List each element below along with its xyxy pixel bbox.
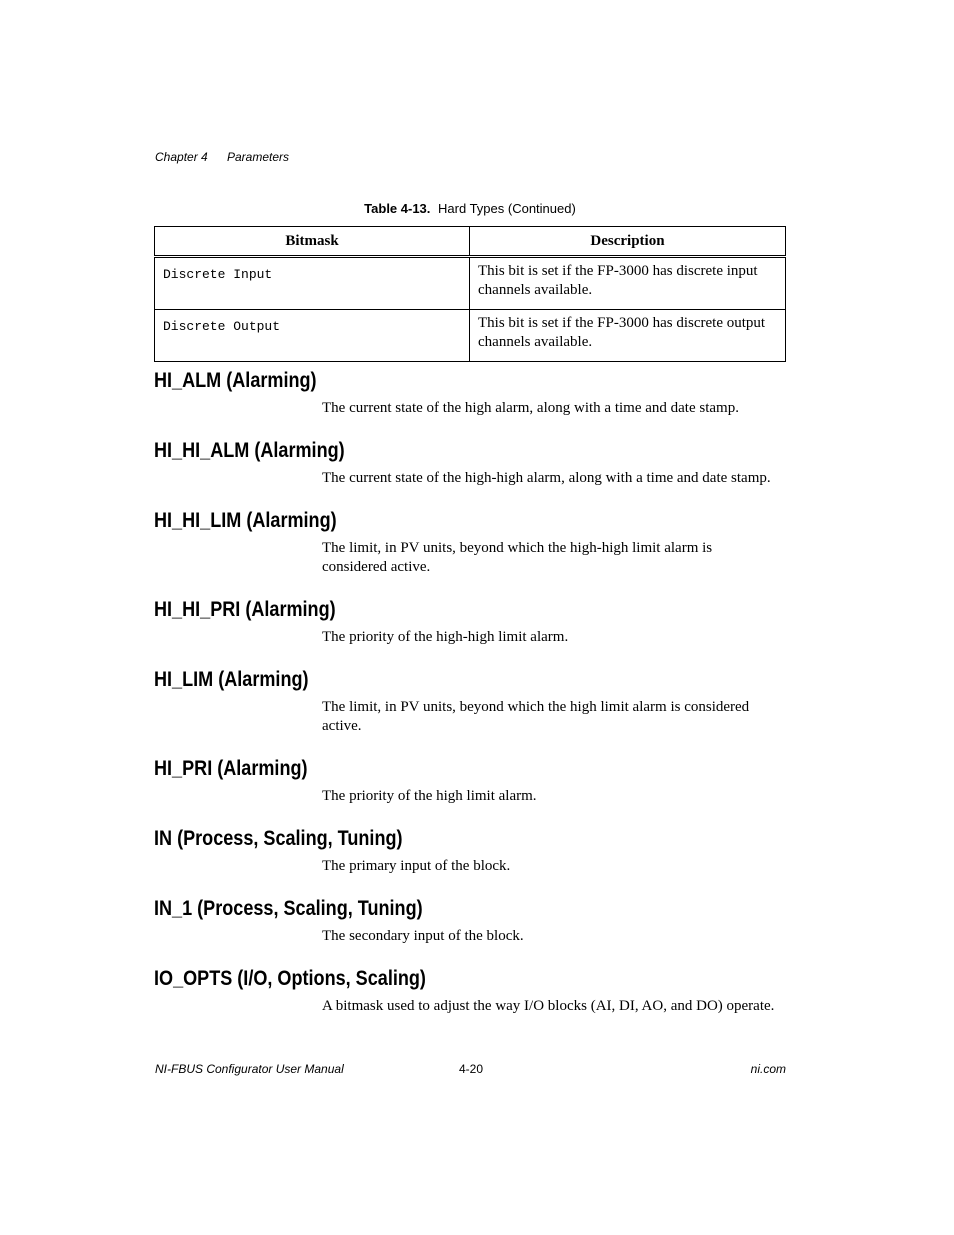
section-heading: IO_OPTS (I/O, Options, Scaling): [154, 967, 426, 990]
section-hi-hi-alm: [154, 439, 786, 488]
column-header-bitmask: Bitmask: [155, 227, 470, 257]
table-caption: [0, 201, 940, 216]
section-body: The primary input of the block.: [322, 858, 511, 874]
manual-title: NI-FBUS Configurator User Manual: [155, 1062, 344, 1076]
section-label: Parameters: [227, 150, 290, 164]
column-header-description: Description: [470, 227, 786, 257]
section-hi-lim: [154, 668, 786, 735]
section-heading: IN_1 (Process, Scaling, Tuning): [154, 897, 423, 920]
section-body: The current state of the high alarm, along with a time and date stamp.: [322, 400, 739, 416]
section-hi-hi-pri: [154, 598, 786, 647]
bitmask-cell: Discrete Input: [155, 257, 470, 310]
section-hi-pri: [154, 757, 786, 806]
hard-types-table: [154, 226, 786, 362]
section-heading: HI_HI_PRI (Alarming): [154, 598, 336, 621]
description-cell: This bit is set if the FP-3000 has discrete output channels available.: [470, 310, 786, 362]
section-heading: HI_PRI (Alarming): [154, 757, 308, 780]
website: ni.com: [750, 1062, 786, 1076]
section-body: The priority of the high limit alarm.: [322, 788, 537, 804]
running-header: [155, 150, 289, 164]
table-row: [155, 257, 786, 310]
section-io-opts: [154, 967, 786, 1016]
table-caption-label: Table 4-13.: [364, 201, 431, 216]
section-heading: HI_LIM (Alarming): [154, 668, 309, 691]
page-number: 4-20: [459, 1062, 484, 1076]
section-heading: IN (Process, Scaling, Tuning): [154, 827, 403, 850]
section-heading: HI_ALM (Alarming): [154, 369, 317, 392]
section-in: [154, 827, 786, 876]
section-body: The limit, in PV units, beyond which the high-high limit alarm is considered active.: [322, 540, 713, 575]
table-row: [155, 310, 786, 362]
table-caption-title: Hard Types (Continued): [438, 201, 576, 216]
section-body: A bitmask used to adjust the way I/O blocks (AI, DI, AO, and DO) operate.: [322, 998, 775, 1014]
description-cell: This bit is set if the FP-3000 has discrete input channels available.: [470, 257, 786, 310]
section-body: The current state of the high-high alarm, along with a time and date stamp.: [322, 470, 771, 486]
table-header-row: [155, 227, 786, 257]
bitmask-cell: Discrete Output: [155, 310, 470, 362]
section-heading: HI_HI_ALM (Alarming): [154, 439, 345, 462]
section-in-1: [154, 897, 786, 946]
chapter-label: Chapter 4: [155, 150, 208, 164]
section-body: The priority of the high-high limit alarm.: [322, 629, 569, 645]
section-body: The secondary input of the block.: [322, 928, 524, 944]
section-hi-alm: [154, 369, 786, 418]
section-body: The limit, in PV units, beyond which the high limit alarm is considered active.: [322, 699, 750, 734]
section-hi-hi-lim: [154, 509, 786, 576]
section-heading: HI_HI_LIM (Alarming): [154, 509, 337, 532]
